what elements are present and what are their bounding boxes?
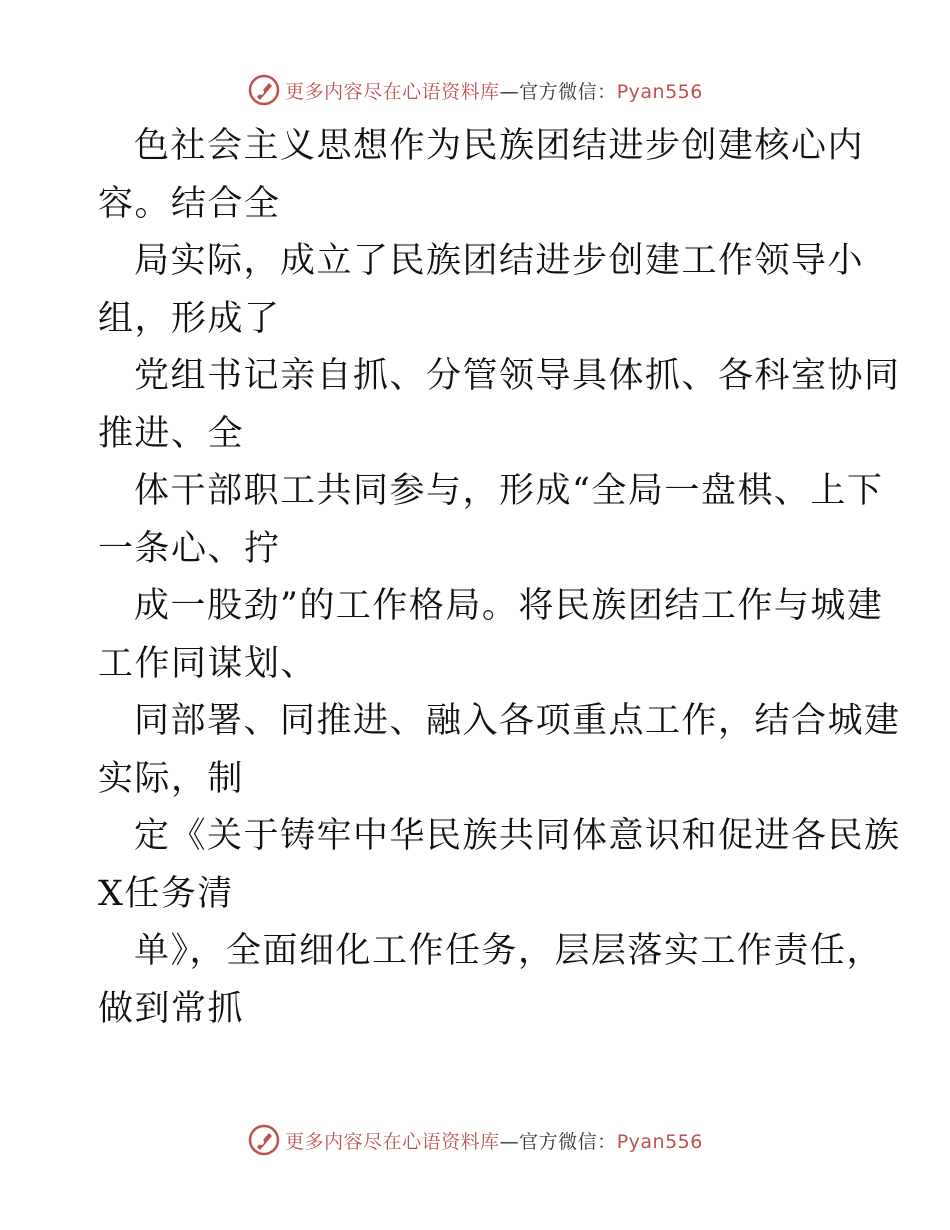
document-body [98,118,901,1038]
text-line: 党组书记亲自抓、分管领导具体抓、各科室协同 [134,356,901,396]
text-line: 推进、全 [98,413,245,454]
footer-sub-text: —官方微信： [499,1130,617,1153]
header-handle-text: Pyan556 [616,80,703,103]
text-line: 容。结合全 [98,183,281,224]
header-main-text: 更多内容尽在心语资料库 [285,80,500,103]
text-line: X任务清 [98,873,234,914]
text-line: 体干部职工共同参与，形成“全局一盘棋、上下 [134,471,884,511]
text-line: 单》，全面细化工作任务，层层落实工作责任， [134,931,884,971]
pen-circle-icon [247,1123,281,1157]
text-line: 组，形成了 [98,298,281,339]
text-line: 局实际，成立了民族团结进步创建工作领导小 [134,241,865,281]
text-line: 同部署、同推进、融入各项重点工作，结合城建 [134,701,901,741]
text-line: 一条心、拧 [98,528,281,569]
text-line: 成一股劲”的工作格局。将民族团结工作与城建 [134,586,884,626]
footer-handle-text: Pyan556 [616,1130,703,1153]
text-line: 工作同谋划、 [98,643,318,684]
text-line: 色社会主义思想作为民族团结进步创建核心内 [134,126,865,166]
header-sub-text: —官方微信： [499,80,617,103]
header-watermark [0,70,950,110]
text-line: 做到常抓 [98,988,245,1029]
footer-main-text: 更多内容尽在心语资料库 [285,1130,500,1153]
header-watermark-text [285,77,703,104]
pen-circle-icon [247,73,281,107]
text-line: 定《关于铸牢中华民族共同体意识和促进各民族 [134,816,901,856]
footer-watermark [0,1120,950,1160]
footer-watermark-text [285,1127,703,1154]
text-line: 实际，制 [98,758,245,799]
